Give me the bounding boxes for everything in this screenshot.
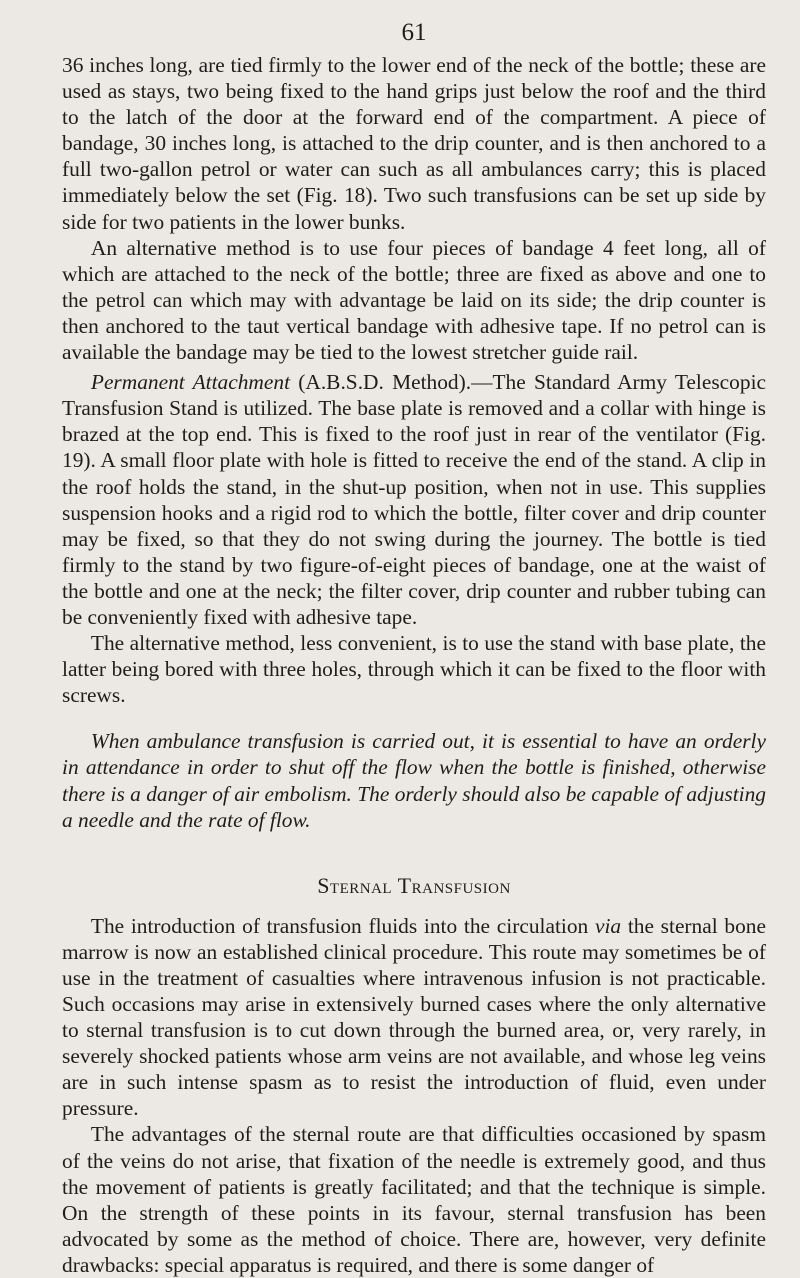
section-heading-sternal-transfusion: Sternal Transfusion	[317, 872, 511, 898]
paragraph-sternal-intro	[62, 913, 766, 1122]
permanent-attachment-lead: Permanent Attachment	[90, 370, 291, 395]
paragraph-stays: 36 inches long, are tied firmly to the lower end of the neck of the bottle; these are used as stays, two being fixed to the hand grips just below the roof and the third to the latch of the door at the forward end of the compartment. A piece of bandage, 30 inches long, is attached to the drip counter, and is then anchored to a full two-gallon petrol or water can such as all ambulances carry; this is placed immediately below the set (Fig. 18). Two such transfusions can be set up side by side for two patients in the lower bunks.	[62, 53, 766, 234]
paragraph-sternal-advantages: The advantages of the sternal route are that difficulties occasioned by spasm of the veins do not arise, that fixation of the needle is extremely good, and thus the movement of patients is greatly facilitated; and that the technique is simple. On the strength of these points in its favour, sternal transfusion has been advocated by some as the method of choice. There are, however, very definite drawbacks: special apparatus is required, and there is some danger of	[62, 1122, 766, 1277]
orderly-note: When ambulance transfusion is carried out, it is essential to have an orderly in attendance in order to shut off the flow when the bottle is finished, otherwise there is a danger of air embolism. The orderly should also be capable of adjusting a needle and the rate of flow.	[62, 729, 766, 832]
paragraph-alternative-bandage: An alternative method is to use four pieces of bandage 4 feet long, all of which are attached to the neck of the bottle; three are fixed as above and one to the petrol can which may with advantage be laid on its side; the drip counter is then anchored to the taut vertical bandage with adhesive tape. If no petrol can is available the bandage may be tied to the lowest stretcher guide rail.	[62, 235, 766, 365]
sternal-intro-via: via	[594, 913, 622, 938]
page-number: 61	[401, 19, 427, 46]
sternal-intro-part-b: the sternal bone marrow is now an established clinical procedure. This route may sometimes be of use in the treatment of casualties where intravenous infusion is not practicable. Such occasions may arise in extensively burned cases where the only alternative to sternal transfusion is to cut down through the burned area, or, very rarely, in severely shocked patients whose arm veins are not available, and whose leg veins are in such intense spasm as to resist the introduction of fluid, even under pressure.	[62, 913, 766, 1121]
paragraph-permanent-attachment	[62, 369, 766, 630]
sternal-intro-part-a: The introduction of transfusion fluids into the circulation	[90, 913, 595, 938]
permanent-attachment-text: (A.B.S.D. Method).—The Standard Army Telescopic Transfusion Stand is utilized. The base plate is removed and a collar with hinge is brazed at the top end. This is fixed to the roof just in rear of the ventilator (Fig. 19). A small floor plate with hole is fitted to receive the end of the stand. A clip in the roof holds the stand, in the shut-up position, when not in use. This supplies suspension hooks and a rigid rod to which the bottle, filter cover and drip counter may be fixed, so that they do not swing during the journey. The bottle is tied firmly to the stand by two figure-of-eight pieces of bandage, one at the waist of the bottle and one at the neck; the filter cover, drip counter and rubber tubing can be conveniently fixed with adhesive tape.	[62, 370, 767, 629]
paragraph-alternative-stand: The alternative method, less convenient, is to use the stand with base plate, the latter being bored with three holes, through which it can be fixed to the floor with screws.	[62, 631, 766, 708]
